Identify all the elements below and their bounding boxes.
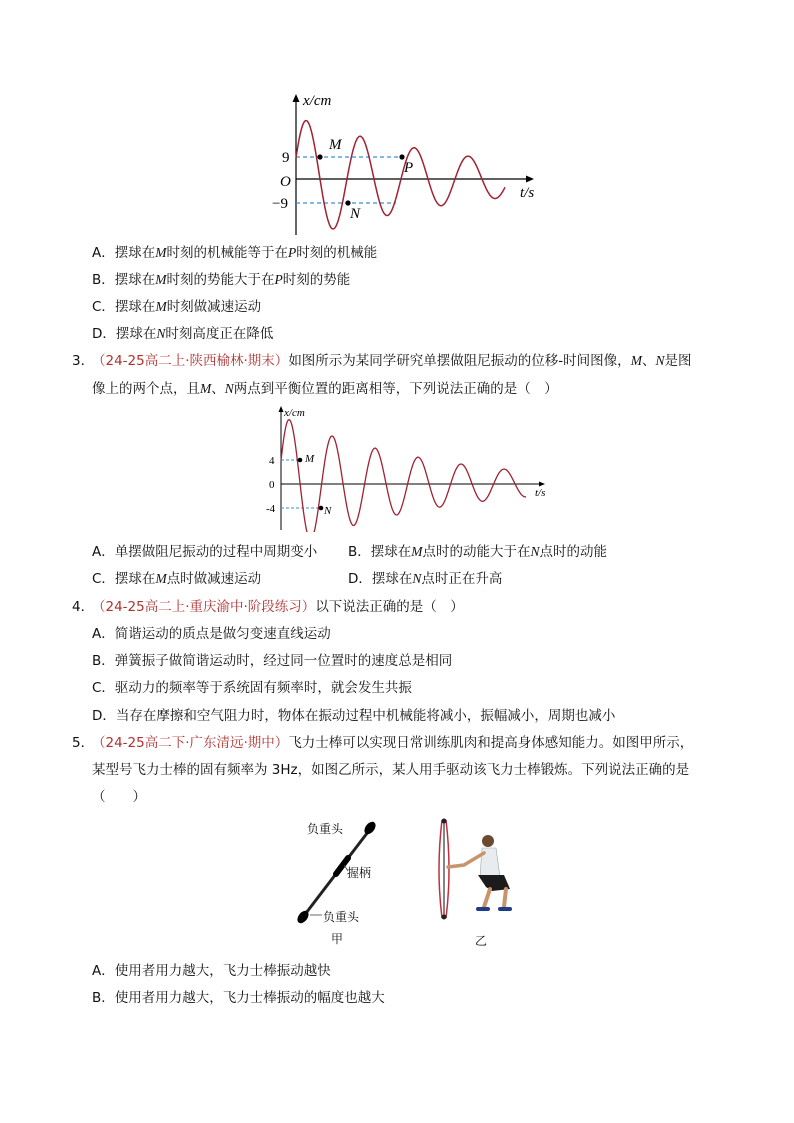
figure-jia-flexi-bar — [288, 815, 408, 955]
graph-2-damped-curve — [281, 420, 526, 532]
option-text: 点时的动能大于在 — [422, 544, 531, 560]
weight-head-top — [362, 820, 378, 837]
q4-stem — [92, 598, 464, 616]
q5-option-b: B．使用者用力越大，飞力士棒振动的幅度也越大 — [92, 990, 385, 1006]
caption-yi: 乙 — [475, 934, 488, 948]
graph-1-point-m — [317, 154, 322, 159]
q3-stem-line-1 — [92, 352, 691, 370]
caption-jia: 甲 — [331, 932, 344, 946]
option-text: 时刻的机械能等于在 — [166, 245, 288, 261]
label-handle: 握柄 — [347, 866, 372, 880]
option-text: 点时做减速运动 — [166, 571, 262, 587]
graph-2-x-label: t/s — [535, 487, 546, 499]
person-arms — [448, 853, 484, 867]
option-text: 摆球在 — [114, 272, 156, 288]
graph-2-tick-neg: -4 — [266, 503, 276, 515]
graph-2-point-n — [319, 506, 324, 511]
q3-text: 两点到平衡位置的距离相等，下列说法正确的是（ ） — [233, 381, 558, 397]
option-text: B．摆球在 — [348, 544, 412, 560]
var-m: M — [411, 544, 423, 559]
q3-source: （24-25高二上·陕西榆林·期末） — [92, 353, 289, 369]
graph-2-x-arrow — [539, 482, 545, 487]
option-letter: C． — [92, 299, 115, 315]
graph-2-tick-zero: 0 — [269, 479, 275, 491]
option-text: 时刻高度正在降低 — [165, 326, 274, 342]
graph-1-x-label: t/s — [520, 185, 535, 201]
q3-option-d — [348, 570, 502, 588]
option-text: A．单摆做阻尼振动的过程中周期变小 — [92, 544, 318, 560]
var-n: N — [412, 571, 422, 586]
q3-text: 如图所示为某同学研究单摆做阻尼振动的位移-时间图像， — [288, 353, 631, 369]
graph-2-tick-pos: 4 — [269, 455, 275, 467]
graph-2-y-label: x/cm — [284, 407, 305, 419]
q3-option-a — [92, 543, 317, 561]
q3-number: 3． — [72, 353, 95, 369]
q4-number: 4． — [72, 599, 95, 615]
var-m: M — [155, 245, 167, 260]
graph-1-point-n — [345, 200, 350, 205]
q2-option-d — [92, 325, 273, 343]
q4-option-a: A．简谐运动的质点是做匀变速直线运动 — [92, 626, 331, 642]
var-n: N — [530, 544, 540, 559]
option-text: 摆球在 — [114, 245, 156, 261]
var-m: M — [155, 272, 167, 287]
graph-1-origin-label: O — [280, 174, 291, 190]
option-letter: B． — [92, 272, 115, 288]
graph-1-tick-pos: 9 — [282, 150, 290, 166]
bar-end-top — [442, 819, 447, 824]
option-text: 点时的动能 — [539, 544, 608, 560]
label-weight-head-top: 负重头 — [307, 822, 344, 836]
q4-option-b: B．弹簧振子做简谐运动时，经过同一位置时的速度总是相同 — [92, 653, 453, 669]
graph-2-label-m: M — [305, 453, 315, 465]
graph-2-label-n: N — [324, 505, 332, 517]
q2-option-a — [92, 244, 377, 262]
option-text: C．摆球在 — [92, 571, 156, 587]
var-m: M — [155, 571, 167, 586]
q5-source: （24-25高二下·广东清远·期中） — [92, 735, 289, 751]
bar-end-bottom — [442, 915, 447, 920]
q5-stem-line-3: （ ） — [92, 789, 146, 805]
q5-stem-line-1 — [92, 734, 693, 752]
option-text: 时刻做减速运动 — [166, 299, 262, 315]
var-n: N — [224, 381, 234, 396]
graph-1-damped-curve — [296, 121, 505, 229]
var-n: N — [655, 353, 665, 368]
q4-option-d: D．当存在摩擦和空气阻力时，物体在振动过程中机械能将减小，振幅减小，周期也减小 — [92, 708, 616, 724]
figure-yi-person-illustration — [434, 815, 534, 925]
graph-1-y-label: x/cm — [303, 93, 332, 109]
q4-option-c: C．驱动力的频率等于系统固有频率时，就会发生共振 — [92, 680, 412, 696]
graph-2 — [0, 402, 794, 532]
person-head — [482, 835, 494, 847]
graph-1-point-p — [399, 154, 404, 159]
graph-1-label-n: N — [350, 206, 361, 222]
bar-vibrating-right — [446, 820, 449, 918]
q5-text: 飞力士棒可以实现日常训练肌肉和提高身体感知能力。如图甲所示， — [288, 735, 694, 751]
bar-vibrating-left — [439, 820, 442, 918]
sep: 、 — [211, 381, 225, 397]
graph-1-y-arrow — [293, 94, 300, 102]
q2-option-c — [92, 298, 261, 316]
option-text: 时刻的机械能 — [296, 245, 378, 261]
graph-1-x-arrow — [526, 176, 534, 183]
person-legs — [484, 889, 506, 907]
option-text: D．摆球在 — [348, 571, 413, 587]
q3-text: 像上的两个点，且 — [92, 381, 200, 397]
var-m: M — [155, 299, 167, 314]
option-text: 时刻的势能大于在 — [166, 272, 275, 288]
graph-1 — [0, 90, 794, 330]
q3-text: 是图 — [664, 353, 692, 369]
graph-2-point-m — [298, 458, 303, 463]
q5-number: 5． — [72, 735, 95, 751]
option-letter: D． — [92, 326, 116, 342]
option-text: 点时正在升高 — [421, 571, 503, 587]
graph-2-y-arrow — [279, 406, 284, 412]
var-p: P — [288, 245, 297, 260]
q5-option-a: A．使用者用力越大，飞力士棒振动越快 — [92, 963, 331, 979]
sep: 、 — [641, 353, 656, 369]
option-text: 摆球在 — [114, 299, 156, 315]
q3-option-b — [348, 543, 607, 561]
q4-text: 以下说法正确的是（ ） — [315, 599, 464, 615]
q4-source: （24-25高二上·重庆渝中·阶段练习） — [92, 599, 316, 615]
graph-1-label-p: P — [404, 160, 414, 176]
option-text: 时刻的势能 — [282, 272, 351, 288]
option-text: 摆球在 — [115, 326, 157, 342]
label-weight-head-bottom: 负重头 — [323, 910, 360, 924]
q3-option-c — [92, 570, 261, 588]
option-letter: A． — [92, 245, 115, 261]
q2-option-b — [92, 271, 350, 289]
var-n: N — [156, 326, 166, 341]
var-p: P — [274, 272, 283, 287]
var-m: M — [630, 353, 642, 368]
q5-stem-line-2: 某型号飞力士棒的固有频率为 3Hz，如图乙所示，某人用手驱动该飞力士棒锻炼。下列说法正确的是 — [92, 762, 690, 778]
q3-stem-line-2 — [92, 380, 558, 398]
graph-1-tick-neg: −9 — [272, 196, 288, 212]
graph-1-label-m: M — [329, 137, 342, 153]
var-m: M — [200, 381, 212, 396]
